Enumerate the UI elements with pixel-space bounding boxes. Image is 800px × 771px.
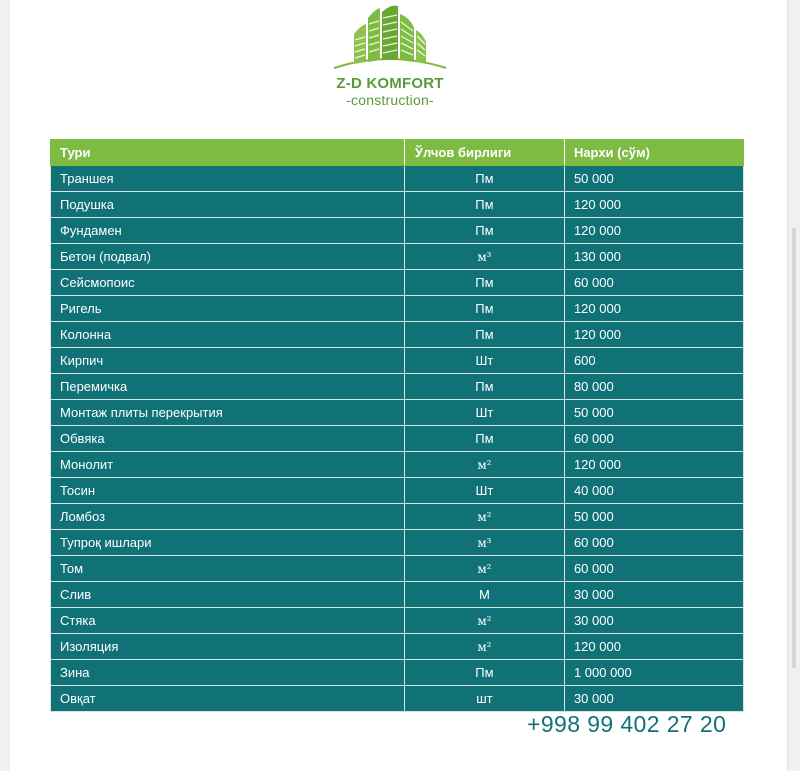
table-row: [51, 270, 744, 296]
brand-name: Z-D KOMFORT: [336, 75, 444, 92]
row-price: 80 000: [564, 374, 743, 400]
viewer-left-edge: [0, 0, 10, 771]
brand-subtitle: -construction-: [346, 92, 434, 108]
row-unit: Шт: [404, 478, 564, 504]
row-type: Том: [51, 556, 405, 582]
row-price: 60 000: [564, 426, 743, 452]
row-type: Кирпич: [51, 348, 405, 374]
row-price: 60 000: [564, 530, 743, 556]
table-row: [51, 400, 744, 426]
table-row: [51, 478, 744, 504]
row-unit: Шт: [404, 400, 564, 426]
row-unit: м²: [404, 452, 564, 478]
row-unit: Пм: [404, 218, 564, 244]
row-unit: м²: [404, 504, 564, 530]
table-header-row: [51, 140, 744, 166]
row-unit: Пм: [404, 374, 564, 400]
row-type: Стяка: [51, 608, 405, 634]
row-price: 120 000: [564, 192, 743, 218]
row-type: Бетон (подвал): [51, 244, 405, 270]
table-row: [51, 218, 744, 244]
row-type: Перемичка: [51, 374, 405, 400]
row-unit: м³: [404, 530, 564, 556]
table-row: [51, 426, 744, 452]
brand-logo: [326, 4, 454, 112]
row-unit: Пм: [404, 296, 564, 322]
row-price: 120 000: [564, 218, 743, 244]
row-price: 60 000: [564, 270, 743, 296]
row-price: 1 000 000: [564, 660, 743, 686]
table-row: [51, 244, 744, 270]
row-type: Подушка: [51, 192, 405, 218]
row-type: Зина: [51, 660, 405, 686]
table-row: [51, 192, 744, 218]
row-unit: М: [404, 582, 564, 608]
row-type: Траншея: [51, 166, 405, 192]
row-type: Ригель: [51, 296, 405, 322]
table-row: [51, 166, 744, 192]
table-row: [51, 374, 744, 400]
table-row: [51, 582, 744, 608]
row-type: Тосин: [51, 478, 405, 504]
table-row: [51, 452, 744, 478]
row-type: Слив: [51, 582, 405, 608]
row-price: 30 000: [564, 686, 743, 712]
scrollbar-thumb[interactable]: [792, 228, 796, 668]
row-unit: Пм: [404, 166, 564, 192]
row-price: 50 000: [564, 166, 743, 192]
header-type: Тури: [51, 140, 405, 166]
price-table: [50, 139, 744, 712]
row-price: 30 000: [564, 582, 743, 608]
row-unit: Шт: [404, 348, 564, 374]
row-type: Сейсмопоис: [51, 270, 405, 296]
table-row: [51, 322, 744, 348]
row-type: Фундамен: [51, 218, 405, 244]
row-unit: Пм: [404, 192, 564, 218]
row-unit: м³: [404, 244, 564, 270]
row-price: 50 000: [564, 504, 743, 530]
row-price: 50 000: [564, 400, 743, 426]
table-row: [51, 686, 744, 712]
row-unit: м²: [404, 608, 564, 634]
buildings-logo-icon: [326, 4, 454, 76]
row-price: 40 000: [564, 478, 743, 504]
row-unit: м²: [404, 556, 564, 582]
price-table-body: [51, 166, 744, 712]
row-price: 600: [564, 348, 743, 374]
row-price: 30 000: [564, 608, 743, 634]
row-type: Ломбоз: [51, 504, 405, 530]
viewer-scrollbar[interactable]: [787, 0, 800, 771]
row-unit: Пм: [404, 270, 564, 296]
row-type: Тупроқ ишлари: [51, 530, 405, 556]
header-price: Нархи (сўм): [564, 140, 743, 166]
header-unit: Ўлчов бирлиги: [404, 140, 564, 166]
table-row: [51, 634, 744, 660]
row-type: Обвяка: [51, 426, 405, 452]
row-type: Колонна: [51, 322, 405, 348]
row-type: Овқат: [51, 686, 405, 712]
row-price: 120 000: [564, 296, 743, 322]
row-unit: Пм: [404, 426, 564, 452]
contact-phone[interactable]: +998 99 402 27 20: [527, 711, 727, 737]
row-type: Изоляция: [51, 634, 405, 660]
row-type: Монолит: [51, 452, 405, 478]
table-row: [51, 608, 744, 634]
row-unit: Пм: [404, 322, 564, 348]
table-row: [51, 556, 744, 582]
row-type: Монтаж плиты перекрытия: [51, 400, 405, 426]
row-unit: Пм: [404, 660, 564, 686]
row-unit: шт: [404, 686, 564, 712]
row-unit: м²: [404, 634, 564, 660]
table-row: [51, 660, 744, 686]
row-price: 60 000: [564, 556, 743, 582]
table-row: [51, 296, 744, 322]
row-price: 120 000: [564, 452, 743, 478]
table-row: [51, 504, 744, 530]
table-row: [51, 348, 744, 374]
row-price: 130 000: [564, 244, 743, 270]
row-price: 120 000: [564, 634, 743, 660]
table-row: [51, 530, 744, 556]
row-price: 120 000: [564, 322, 743, 348]
